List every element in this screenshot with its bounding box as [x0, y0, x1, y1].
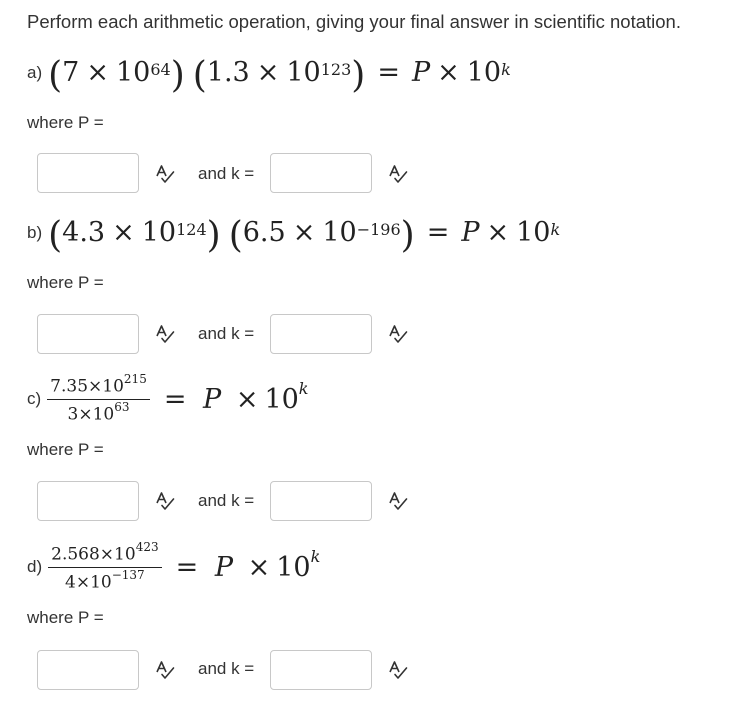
equation-c: [27, 374, 309, 424]
answer-k-input-a[interactable]: [270, 153, 372, 193]
spellcheck-icon[interactable]: [154, 163, 176, 185]
exponent-a2: 123: [320, 60, 352, 79]
part-letter-b: b): [27, 222, 43, 242]
and-k-label-b: and k =: [198, 324, 255, 343]
exponent-a1: 64: [150, 60, 171, 79]
equation-b: b) ( 4.3 × 10 $^{124}$ ) ( 6.5 × 10 $^{-196}$ ) = P × 10 $^k$: [27, 215, 561, 256]
answer-k-input-d[interactable]: [270, 650, 372, 690]
equation-d: [27, 542, 320, 592]
spellcheck-icon[interactable]: [387, 323, 409, 345]
part-letter-c: c): [27, 389, 42, 409]
instructions: Perform each arithmetic operation, giving your final answer in scientific notation.: [27, 11, 681, 32]
and-k-label-d: and k =: [198, 659, 255, 678]
part-letter-a: a): [27, 62, 43, 82]
equation-a: a) ( 7 × 10 $^{64}$ ) ( 1.3 × 10 $^{123}$ ) = P × 10 $^k$: [27, 55, 511, 96]
rhs-d: = $P \times 10^k$: [175, 547, 321, 584]
spellcheck-icon[interactable]: [387, 659, 409, 681]
answer-k-input-b[interactable]: [270, 314, 372, 354]
exponent-b1: 124: [176, 220, 207, 239]
where-p-label-d: where P =: [27, 608, 104, 627]
exponent-b2: −196: [356, 220, 401, 239]
spellcheck-icon[interactable]: [387, 163, 409, 185]
and-k-label-a: and k =: [198, 164, 255, 183]
and-k-label-c: and k =: [198, 491, 255, 510]
fraction-c: $\frac{7.35\times 10^{215}}{3\times 10^{63}}$: [47, 374, 150, 424]
answer-p-input-a[interactable]: [37, 153, 139, 193]
answer-p-input-d[interactable]: [37, 650, 139, 690]
spellcheck-icon[interactable]: [154, 490, 176, 512]
spellcheck-icon[interactable]: [387, 490, 409, 512]
fraction-d: $\frac{2.568\times 10^{423}}{4\times 10^{-137}}$: [48, 542, 161, 592]
where-p-label-c: where P =: [27, 440, 104, 459]
part-letter-d: d): [27, 557, 43, 577]
answer-p-input-b[interactable]: [37, 314, 139, 354]
answer-p-input-c[interactable]: [37, 481, 139, 521]
rhs-c: = $P \times 10^k$: [163, 379, 309, 416]
spellcheck-icon[interactable]: [154, 659, 176, 681]
where-p-label-b: where P =: [27, 273, 104, 292]
answer-k-input-c[interactable]: [270, 481, 372, 521]
spellcheck-icon[interactable]: [154, 323, 176, 345]
where-p-label-a: where P =: [27, 113, 104, 132]
